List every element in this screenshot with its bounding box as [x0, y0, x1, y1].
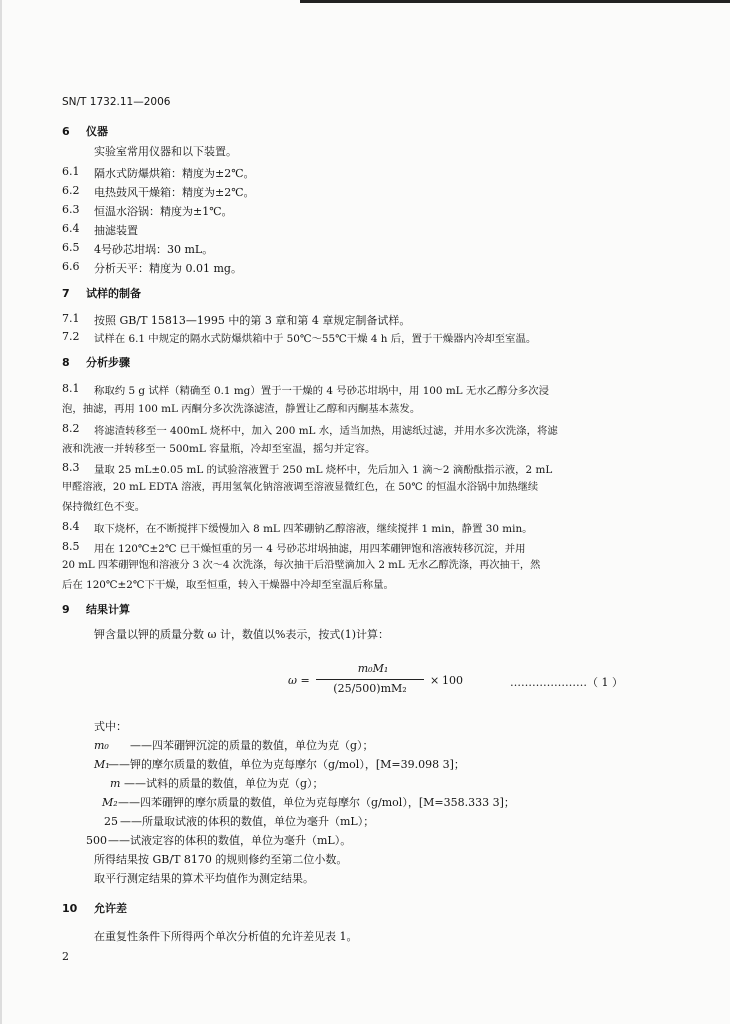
item-8-3-line2: 甲醛溶液，20 mL EDTA 溶液，再用氢氧化钠溶液调至溶液显微红色，在 50℃ 的恒温水浴锅中加热继续	[62, 482, 539, 493]
var-M1-symbol: M₁	[94, 758, 110, 771]
item-8-5-line2: 20 mL 四苯硼钾饱和溶液分 3 次～4 次洗涤，每次抽干后沿壁滴加入 2 mL 无水乙醇洗涤，再次抽干，然	[62, 560, 541, 571]
section-8-title: 分析步骤	[86, 356, 130, 369]
scan-edge	[0, 0, 2, 1024]
item-6-5-number: 6.5	[62, 241, 80, 254]
item-8-4-number: 8.4	[62, 520, 80, 533]
var-m0-text: ——四苯硼钾沉淀的质量的数值，单位为克（g）；	[130, 739, 374, 752]
item-8-1-line2: 泡，抽滤，再用 100 mL 丙酮分多次洗涤滤渣，静置让乙醇和丙酮基本蒸发。	[62, 403, 421, 415]
item-6-6-text: 分析天平：精度为 0.01 mg。	[94, 262, 242, 275]
section-10-text: 在重复性条件下所得两个单次分析值的允许差见表 1。	[94, 930, 358, 943]
section-10-title: 允许差	[94, 902, 127, 915]
item-8-3-line3: 保持微红色不变。	[62, 501, 146, 513]
item-6-6-number: 6.6	[62, 260, 80, 273]
item-8-1-line1: 称取约 5 g 试样（精确至 0.1 mg）置于一干燥的 4 号砂芯坩埚中，用 100 mL 无水乙醇分多次浸	[94, 385, 550, 397]
formula-lhs: ω =	[288, 674, 310, 687]
item-8-5-number: 8.5	[62, 540, 80, 553]
item-6-2-number: 6.2	[62, 184, 80, 197]
section-8-number: 8	[62, 356, 70, 369]
item-8-5-line1: 用在 120℃±2℃ 已干燥恒重的另一 4 号砂芯坩埚抽滤，用四苯硼钾饱和溶液转移沉淀，并用	[94, 543, 526, 555]
item-8-2-line1: 将滤渣转移至一 400mL 烧杯中，加入 200 mL 水，适当加热，用滤纸过滤，并用水多次洗涤，将滤	[94, 425, 558, 437]
item-8-1-number: 8.1	[62, 382, 80, 395]
item-7-1-number: 7.1	[62, 312, 80, 325]
var-500-text: ——试液定容的体积的数值，单位为毫升（mL）。	[108, 834, 352, 847]
var-25-symbol: 25	[104, 815, 118, 828]
item-8-5-line3: 后在 120℃±2℃下干燥，取至恒重，转入干燥器中冷却至室温后称量。	[62, 579, 394, 591]
item-7-2-text: 试样在 6.1 中规定的隔水式防爆烘箱中于 50℃～55℃干燥 4 h 后，置于干燥器内冷却至室温。	[94, 333, 537, 345]
fraction-bar	[316, 679, 424, 680]
item-6-5-text: 4号砂芯坩埚：30 mL。	[94, 243, 214, 256]
top-border-line	[300, 0, 730, 3]
item-6-1-text: 隔水式防爆烘箱：精度为±2℃。	[94, 167, 255, 180]
var-m-text: ——试料的质量的数值，单位为克（g）；	[124, 777, 324, 790]
var-m-symbol: m	[110, 777, 121, 790]
page-number: 2	[62, 950, 69, 963]
formula-times: ×	[430, 674, 440, 687]
item-6-4-text: 抽滤装置	[94, 224, 138, 237]
var-M1-text: ——钾的摩尔质量的数值，单位为克每摩尔（g/mol），[M=39.098 3]；	[108, 758, 465, 771]
formula-factor: 100	[442, 674, 463, 687]
var-M2-text: ——四苯硼钾的摩尔质量的数值，单位为克每摩尔（g/mol），[M=358.333 3]；	[118, 796, 515, 809]
item-8-3-line1: 量取 25 mL±0.05 mL 的试验溶液置于 250 mL 烧杯中，先后加入 1 滴～2 滴酚酞指示液，2 mL	[94, 464, 553, 476]
section-10-number: 10	[62, 902, 78, 915]
section-6-intro: 实验室常用仪器和以下装置。	[94, 145, 237, 158]
section-9-number: 9	[62, 603, 70, 616]
var-m0-symbol: m₀	[94, 739, 109, 752]
item-6-2-text: 电热鼓风干燥箱：精度为±2℃。	[94, 186, 255, 199]
section-7-title: 试样的制备	[86, 287, 141, 300]
section-9-intro: 钾含量以钾的质量分数 ω 计，数值以%表示，按式(1)计算：	[94, 628, 389, 641]
equation-number: …………………（ 1 ）	[510, 676, 623, 689]
item-6-3-text: 恒温水浴锅：精度为±1℃。	[94, 205, 233, 218]
section-6-title: 仪器	[86, 125, 108, 138]
section-9-title: 结果计算	[86, 603, 130, 616]
section-6-number: 6	[62, 125, 70, 138]
where-label: 式中：	[94, 720, 127, 733]
item-6-3-number: 6.3	[62, 203, 80, 216]
var-500-symbol: 500	[86, 834, 107, 847]
formula-1	[288, 662, 463, 700]
standard-number: SN/T 1732.11—2006	[62, 96, 171, 108]
var-25-text: ——所量取试液的体积的数值，单位为毫升（mL）；	[120, 815, 375, 828]
item-8-4-line1: 取下烧杯，在不断搅拌下缓慢加入 8 mL 四苯硼钠乙醇溶液，继续搅拌 1 min，静置 30 min。	[94, 523, 533, 535]
item-7-1-text: 按照 GB/T 15813—1995 中的第 3 章和第 4 章规定制备试样。	[94, 314, 411, 327]
formula-denominator: (25/500)mM₂	[333, 682, 407, 695]
var-M2-symbol: M₂	[102, 796, 118, 809]
item-8-3-number: 8.3	[62, 461, 80, 474]
rounding-note: 所得结果按 GB/T 8170 的规则修约至第二位小数。	[94, 853, 348, 866]
formula-numerator: m₀M₁	[357, 662, 389, 675]
section-7-number: 7	[62, 287, 70, 300]
item-6-1-number: 6.1	[62, 165, 80, 178]
item-7-2-number: 7.2	[62, 330, 80, 343]
item-6-4-number: 6.4	[62, 222, 80, 235]
item-8-2-number: 8.2	[62, 422, 80, 435]
average-note: 取平行测定结果的算术平均值作为测定结果。	[94, 872, 314, 885]
item-8-2-line2: 液和洗液一并转移至一 500mL 容量瓶，冷却至室温，摇匀并定容。	[62, 443, 376, 455]
